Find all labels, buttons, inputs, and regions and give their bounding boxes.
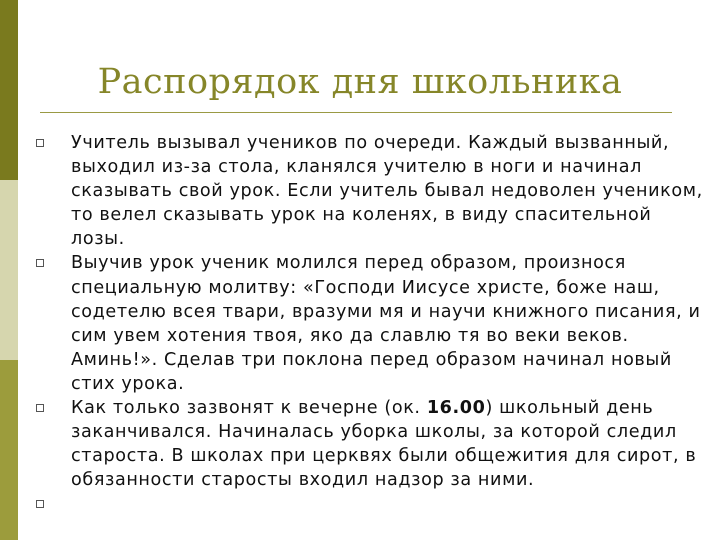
- bullet-time-bold: 16.00: [426, 398, 486, 419]
- slide-title: Распорядок дня школьника: [97, 62, 623, 102]
- bullet-list: [36, 131, 706, 506]
- bullet-text: Выучив урок ученик молился перед образом, произнося специальную молитву: «Господи Иисусе христе, боже наш, содетелю всея твари, вразуми мя и научи книжного писания, и сим увем хотения твоя, яко да славлю тя во веки веков. Аминь!». Сделав три поклона перед образом начинал новый стих урока.: [71, 253, 701, 394]
- sidebar-decoration-top: [0, 0, 18, 180]
- sidebar-decoration-bottom: [0, 360, 18, 540]
- bullet-text-before: Как только зазвонят к вечерне (ок.: [71, 398, 427, 419]
- bullet-item: [36, 251, 706, 396]
- bullet-text-after: ) школьный день заканчивался. Начиналась уборка школы, за которой следил староста. В школах при церквях были общежития для сирот, в обязанности старосты входил надзор за ними.: [71, 398, 697, 491]
- bullet-item: [36, 396, 706, 492]
- square-bullet-icon: [36, 259, 44, 267]
- bullet-item: [36, 131, 706, 251]
- bullet-item-empty: [36, 492, 706, 506]
- sidebar-decoration-middle: [0, 180, 18, 360]
- square-bullet-icon: [36, 500, 44, 508]
- square-bullet-icon: [36, 404, 44, 412]
- title-underline: [40, 112, 672, 113]
- bullet-text: Учитель вызывал учеников по очереди. Каждый вызванный, выходил из-за стола, кланялся учителю в ноги и начинал сказывать свой урок. Если учитель бывал недоволен учеником, то велел сказывать урок на коленях, в виду спасительной лозы.: [71, 133, 703, 250]
- square-bullet-icon: [36, 139, 44, 147]
